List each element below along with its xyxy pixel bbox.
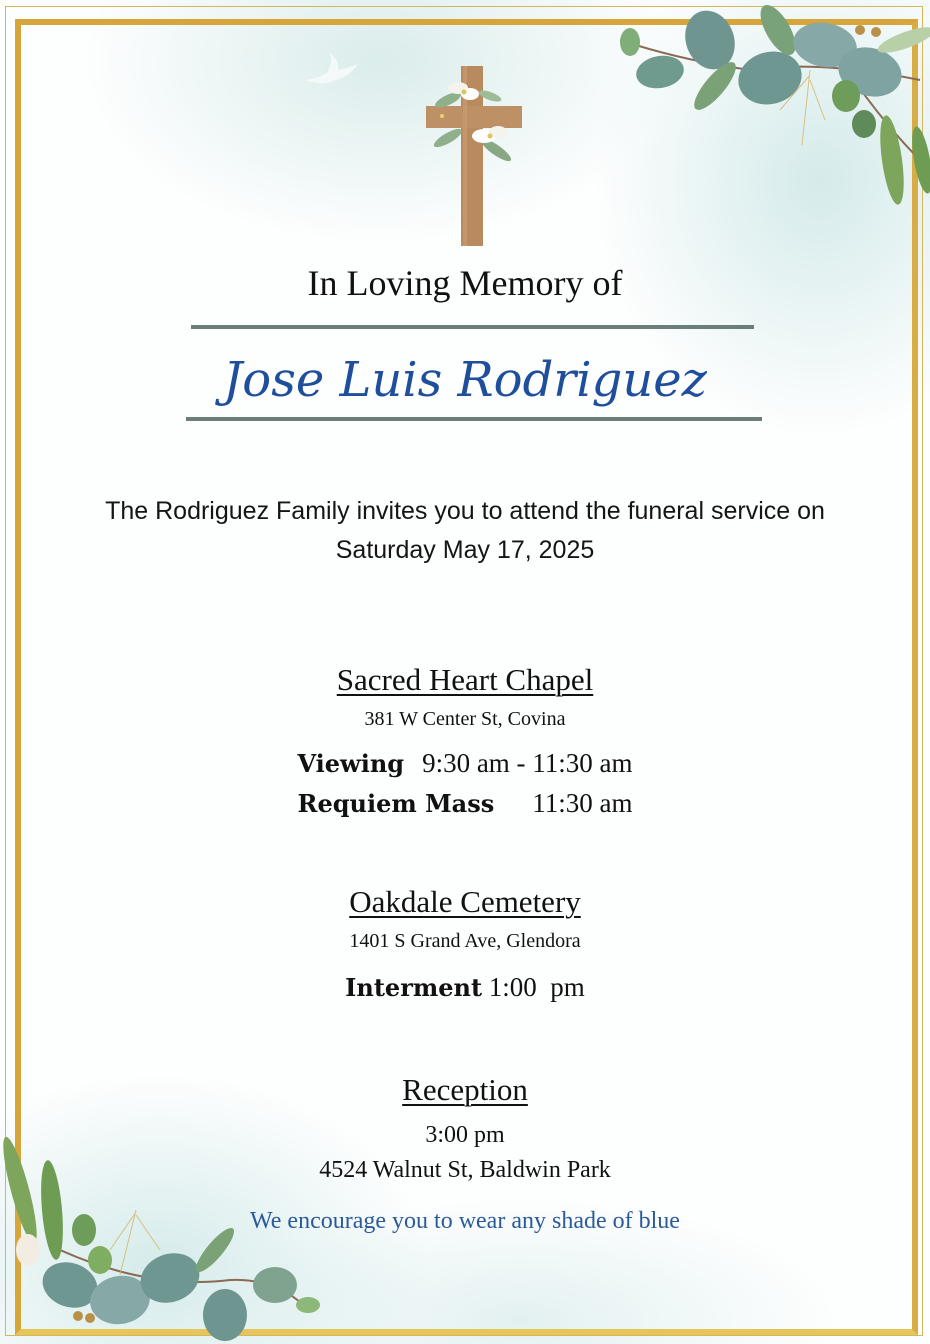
interment-label: Interment xyxy=(345,973,483,1002)
cemetery-venue-name: Oakdale Cemetery xyxy=(349,884,581,919)
cemetery-venue xyxy=(0,884,930,920)
cross-icon xyxy=(418,58,528,248)
chapel-venue xyxy=(0,662,930,698)
invitation-line-1: The Rodriguez Family invites you to attend the funeral service on xyxy=(105,497,825,525)
reception-venue-name: Reception xyxy=(402,1072,528,1107)
reception-venue xyxy=(0,1072,930,1108)
divider-top xyxy=(191,325,754,329)
chapel-venue-name: Sacred Heart Chapel xyxy=(336,662,594,697)
dove-icon xyxy=(300,50,360,90)
reception-address: 4524 Walnut St, Baldwin Park xyxy=(319,1157,611,1183)
viewing-time: 9:30 am - 11:30 am xyxy=(422,748,633,778)
viewing-row xyxy=(0,748,930,779)
reception-time: 3:00 pm xyxy=(425,1122,505,1148)
interment-row xyxy=(0,972,930,1003)
viewing-label: Viewing xyxy=(297,749,405,778)
mass-row xyxy=(0,788,930,819)
interment-time: 1:00 pm xyxy=(488,972,585,1002)
mass-label: Requiem Mass xyxy=(297,789,495,818)
dress-code-note: We encourage you to wear any shade of blue xyxy=(250,1208,680,1234)
in-memory-heading: In Loving Memory of xyxy=(307,263,623,303)
invitation-text xyxy=(0,492,930,570)
chapel-address: 381 W Center St, Covina xyxy=(364,708,566,730)
service-date: Saturday May 17, 2025 xyxy=(335,536,595,564)
eucalyptus-top-right-icon xyxy=(620,0,930,240)
mass-time: 11:30 am xyxy=(532,788,633,818)
divider-bottom xyxy=(186,417,762,421)
deceased-name: Jose Luis Rodriguez xyxy=(223,352,707,408)
cemetery-address: 1401 S Grand Ave, Glendora xyxy=(349,930,581,952)
